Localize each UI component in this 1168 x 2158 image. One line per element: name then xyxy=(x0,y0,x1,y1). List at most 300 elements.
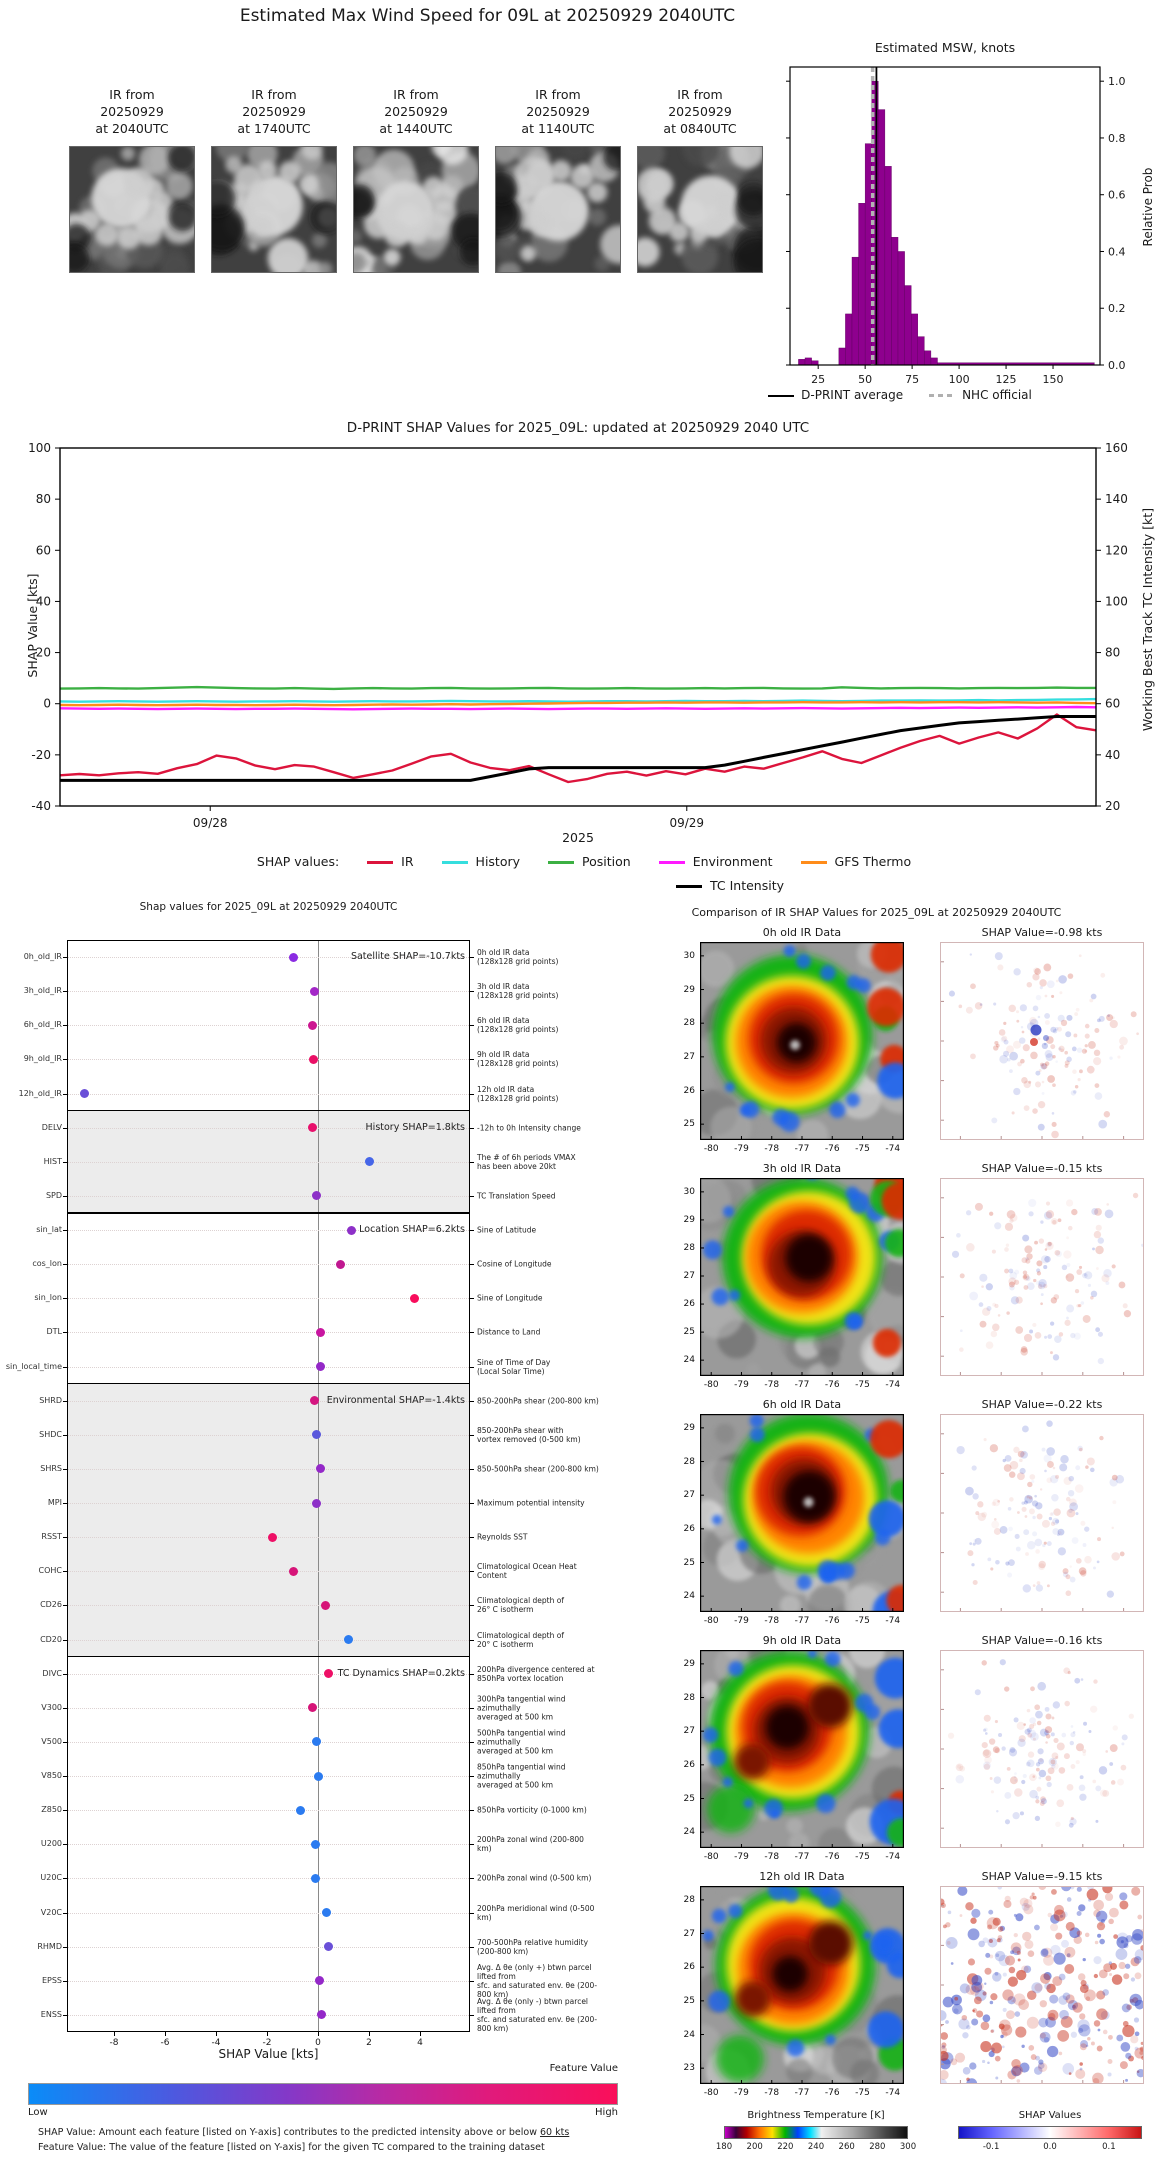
ir-map-title: 6h old IR Data xyxy=(762,1398,842,1411)
feature-description-line: The # of 6h periods VMAX xyxy=(477,1152,576,1162)
feature-label: SPD xyxy=(45,1190,62,1200)
left-row-tick xyxy=(63,957,67,958)
ir-data-map xyxy=(700,1178,904,1376)
histogram-bar xyxy=(931,358,938,365)
cold-edge-blob xyxy=(849,1315,863,1329)
shap-speckle xyxy=(995,1560,1000,1565)
shap-speckle xyxy=(1044,1013,1050,1019)
shap-strong-spot xyxy=(1043,1035,1049,1041)
histogram-bar xyxy=(885,166,892,365)
feature-description-line: Sine of Time of Day xyxy=(477,1357,551,1367)
lon-tick-label: -80 xyxy=(703,1380,719,1390)
feature-label: 9h_old_IR xyxy=(23,1054,62,1064)
feature-label: RSST xyxy=(41,1532,62,1542)
shap-speckle xyxy=(1092,2073,1104,2084)
shap-values-colorbar-title: SHAP Values xyxy=(1018,2110,1082,2121)
shap-speckle xyxy=(943,1924,947,1928)
xtick-label: -8 xyxy=(109,2038,119,2048)
shap-speckle xyxy=(1066,1497,1071,1502)
shap-speckle xyxy=(1107,2072,1111,2076)
shap-speckle xyxy=(1106,1203,1109,1206)
feature-description-line: Cosine of Longitude xyxy=(477,1259,552,1269)
shap-speckle xyxy=(1034,1704,1040,1710)
shap-speckle xyxy=(1049,1995,1058,2004)
shap-speckle xyxy=(1040,1220,1043,1223)
shap-strong-spot xyxy=(1030,1038,1038,1046)
shap-speckle xyxy=(1097,1934,1101,1938)
shap-speckle xyxy=(1038,1101,1045,1108)
shap-speckle xyxy=(1055,1475,1059,1479)
lat-tick-label: 24 xyxy=(683,1355,695,1366)
shap-speckle xyxy=(1061,1020,1067,1026)
shap-speckle xyxy=(1053,1701,1060,1708)
shap-speckle xyxy=(1080,2043,1087,2050)
shap-speckle xyxy=(1032,1323,1036,1327)
right-row-tick xyxy=(470,1196,474,1197)
shap-speckle xyxy=(1069,1565,1071,1567)
left-row-tick xyxy=(63,1776,67,1777)
shap-speckle xyxy=(989,1212,993,1216)
shap-speckle xyxy=(975,1689,981,1695)
shap-speckle xyxy=(995,2056,1001,2062)
row-gridline xyxy=(68,1094,469,1095)
shap-speckle xyxy=(1025,1552,1029,1556)
shap-speckle xyxy=(1096,2008,1108,2020)
shap-speckle xyxy=(989,1738,995,1744)
shap-speckle xyxy=(1021,1026,1023,1028)
shap-speckle xyxy=(1119,1045,1124,1050)
shap-speckle xyxy=(991,2043,1002,2054)
shap-speckle xyxy=(1053,1294,1059,1300)
shap-speckle xyxy=(1063,1667,1070,1674)
shap-speckle xyxy=(1030,1686,1035,1691)
cold-edge-blob xyxy=(736,1539,748,1551)
shap-speckle xyxy=(1051,995,1054,998)
shap-speckle xyxy=(997,964,1003,970)
shap-speckle xyxy=(1020,1811,1024,1815)
shap-speckle xyxy=(1134,2017,1139,2022)
right-row-tick xyxy=(470,1537,474,1538)
feature-description xyxy=(477,1191,599,1200)
cloud-texture-blob xyxy=(786,1818,802,1834)
shap-speckle xyxy=(970,1918,976,1924)
shap-speckle xyxy=(1071,1725,1074,1728)
shap-value-map xyxy=(940,1178,1144,1376)
row-gridline xyxy=(68,1981,469,1982)
shap-speckle xyxy=(1040,2000,1047,2007)
feature-description-line: (200-800 km) xyxy=(477,1946,529,1956)
shap-speckle xyxy=(995,1720,998,1723)
shap-speckle xyxy=(1070,1577,1076,1583)
shap-speckle xyxy=(1093,1679,1097,1683)
shap-speckle xyxy=(1029,1329,1033,1333)
shap-speckle xyxy=(987,1306,992,1311)
shap-speckle xyxy=(1079,2013,1085,2019)
feature-description-line: 850hPa vorticity (0-1000 km) xyxy=(477,1805,587,1815)
shap-speckle xyxy=(958,2018,969,2029)
shap-speckle xyxy=(1080,1775,1084,1779)
shap-speckle xyxy=(1091,1208,1098,1215)
shap-colorbar-tick-label: 0.0 xyxy=(1043,2142,1057,2152)
cold-edge-blob xyxy=(820,1887,841,1908)
shap-speckle xyxy=(1105,1750,1108,1753)
feature-description-line: Distance to Land xyxy=(477,1327,541,1337)
feature-description-line: 700-500hPa relative humidity xyxy=(477,1937,589,1947)
secondary-core xyxy=(808,1684,852,1728)
feature-description-line: 200hPa meridional wind (0-500 km) xyxy=(477,1903,595,1922)
shap-value-map xyxy=(940,1414,1144,1612)
feature-description-line: sfc. and saturated env. θe (200-800 km) xyxy=(477,1980,598,1999)
shap-speckle xyxy=(1109,1056,1112,1059)
shap-speckle xyxy=(1079,1266,1082,1269)
shap-dot-sin_lon xyxy=(410,1294,419,1303)
histogram-bar xyxy=(911,314,918,365)
shap-speckle xyxy=(979,1274,987,1282)
shap-speckle xyxy=(1065,1031,1071,1037)
shap-speckle xyxy=(955,2053,965,2063)
shap-speckle xyxy=(1006,2010,1015,2019)
shap-speckle xyxy=(1052,1518,1059,1525)
shap-speckle xyxy=(1047,1541,1052,1546)
cold-edge-blob xyxy=(796,954,811,969)
right-row-tick xyxy=(470,1913,474,1914)
ir-intensity-ring xyxy=(765,1705,809,1749)
right-ytick-label: 60 xyxy=(1105,696,1121,711)
shap-speckle xyxy=(960,1273,965,1278)
shap-speckle xyxy=(1002,1989,1013,2000)
row-gridline xyxy=(68,1947,469,1948)
feature-description xyxy=(477,1904,599,1922)
shap-speckle xyxy=(1066,1236,1069,1239)
row-gridline xyxy=(68,1913,469,1914)
shap-speckle xyxy=(1096,1267,1099,1270)
lon-tick-label: -77 xyxy=(794,1616,810,1626)
ir-map-title: 0h old IR Data xyxy=(762,926,842,939)
shap-speckle xyxy=(1021,2045,1024,2048)
shap-speckle xyxy=(1051,1717,1054,1720)
shap-speckle xyxy=(993,1499,1001,1507)
shap-speckle xyxy=(973,1580,978,1585)
ytick-label: 0.4 xyxy=(1108,245,1126,259)
cold-edge-blob xyxy=(723,1777,733,1787)
legend-item-gfs-thermo xyxy=(801,854,912,869)
lon-tick-label: -78 xyxy=(764,1616,780,1626)
shap-speckle xyxy=(995,1972,999,1976)
row-gridline xyxy=(68,991,469,992)
shap-speckle xyxy=(1133,1193,1138,1198)
shap-speckle xyxy=(1100,973,1105,978)
histogram-bar xyxy=(812,361,819,365)
shap-speckle xyxy=(1092,1780,1096,1784)
shap-speckle xyxy=(1050,1923,1058,1931)
ir-intensity-ring xyxy=(785,1234,833,1282)
legend-item-nhc-official xyxy=(929,388,1032,402)
shap-speckle xyxy=(1077,1911,1082,1916)
secondary-core xyxy=(734,1744,770,1780)
shap-speckle xyxy=(959,1005,963,1009)
histogram-title: Estimated MSW, knots xyxy=(874,40,1016,55)
cold-edge-blob xyxy=(728,1904,742,1918)
legend-label: D-PRINT average xyxy=(801,388,904,402)
feature-label: U20C xyxy=(40,1873,62,1883)
shap-speckle xyxy=(1042,1544,1045,1547)
legend-label: NHC official xyxy=(962,388,1032,402)
shap-speckle xyxy=(1097,1922,1105,1930)
row-gridline xyxy=(68,1878,469,1879)
shap-speckle xyxy=(954,1997,958,2001)
feature-description xyxy=(477,1533,599,1542)
shap-speckle xyxy=(1007,1767,1011,1771)
ir-thumbnail-image xyxy=(353,146,479,273)
row-gridline xyxy=(68,1844,469,1845)
shap-speckle xyxy=(1066,1317,1069,1320)
shap-speckle xyxy=(1109,1908,1119,1918)
feature-label: 0h_old_IR xyxy=(23,952,62,962)
right-row-tick xyxy=(470,2015,474,2016)
shap-speckle xyxy=(1051,1494,1058,1501)
shap-dot-V300 xyxy=(308,1703,317,1712)
cold-edge-blob xyxy=(846,1093,860,1107)
shap-speckle xyxy=(990,1567,993,1570)
shap-speckle xyxy=(1081,1678,1084,1681)
shap-speckle xyxy=(1003,1459,1006,1462)
shap-speckle xyxy=(1004,1247,1009,1252)
lat-tick-label: 27 xyxy=(683,1726,695,1737)
feature-label: EPSS xyxy=(41,1975,62,1985)
bt-colorbar-tick-label: 220 xyxy=(777,2142,794,2152)
shap-speckle xyxy=(1093,1057,1101,1065)
feature-description-line: averaged at 500 km xyxy=(477,1712,554,1722)
shap-speckle xyxy=(1056,1799,1064,1807)
shap-speckle xyxy=(1088,1730,1091,1733)
right-row-tick xyxy=(470,1776,474,1777)
shap-speckle xyxy=(1131,1011,1137,1017)
shap-speckle xyxy=(1059,2010,1069,2020)
cloud-texture-blob xyxy=(795,943,807,955)
shap-speckle xyxy=(1054,1335,1062,1343)
cold-edge-blob xyxy=(703,1240,722,1259)
shap-speckle xyxy=(1046,1477,1052,1483)
histogram-legend xyxy=(640,388,1160,402)
ir-thumb-label xyxy=(211,86,337,137)
feature-description-line: averaged at 500 km xyxy=(477,1746,554,1756)
shap-speckle xyxy=(1045,1020,1050,1025)
feature-value-colorbar xyxy=(28,2083,618,2105)
shap-speckle xyxy=(1051,1131,1059,1139)
shap-speckle xyxy=(1094,2020,1101,2027)
left-ytick-label: 100 xyxy=(28,441,51,455)
shap-speckle xyxy=(1032,1108,1038,1114)
legend-label: GFS Thermo xyxy=(834,854,912,869)
shap-speckle xyxy=(970,983,976,989)
shap-speckle xyxy=(951,1962,954,1965)
shap-speckle xyxy=(1013,1041,1021,1049)
right-ytick-label: 80 xyxy=(1105,645,1121,660)
shap-speckle xyxy=(1059,2052,1063,2056)
feature-description-line: (128x128 grid points) xyxy=(477,1025,559,1035)
left-row-tick xyxy=(63,991,67,992)
cold-edge-blob xyxy=(764,1799,783,1818)
shap-speckle xyxy=(1045,1714,1051,1720)
shap-speckle xyxy=(1098,1332,1103,1337)
feature-description-line: Maximum potential intensity xyxy=(477,1498,585,1508)
shap-speckle xyxy=(982,1660,987,1665)
lon-tick-label: -78 xyxy=(764,2088,780,2098)
shap-speckle xyxy=(1000,1526,1008,1534)
shap-speckle xyxy=(1035,1081,1041,1087)
left-row-tick xyxy=(63,1810,67,1811)
feature-description-line: Sine of Latitude xyxy=(477,1225,537,1235)
lat-tick-label: 28 xyxy=(683,1692,695,1703)
lon-tick-label: -78 xyxy=(764,1380,780,1390)
left-row-tick xyxy=(63,1025,67,1026)
cloud-texture-blob xyxy=(786,2058,812,2084)
shap-speckle xyxy=(1125,2053,1131,2059)
shap-speckle xyxy=(1084,1556,1092,1564)
shap-speckle xyxy=(1023,1275,1027,1279)
shap-speckle xyxy=(975,1002,983,1010)
feature-label: V20C xyxy=(40,1907,62,1917)
lon-tick-label: -75 xyxy=(855,1852,870,1862)
shap-speckle xyxy=(1070,1732,1075,1737)
shap-speckle xyxy=(1044,1256,1050,1262)
shap-speckle xyxy=(1110,1020,1118,1028)
shap-speckle xyxy=(983,1750,989,1756)
legend-label: Position xyxy=(582,854,631,869)
shap-speckle xyxy=(1021,1965,1028,1972)
shap-speckle xyxy=(1003,1973,1007,1977)
lat-tick-label: 30 xyxy=(683,1186,695,1197)
shap-speckle xyxy=(981,1285,984,1288)
shap-speckle xyxy=(1029,1774,1037,1782)
lat-tick-label: 24 xyxy=(683,2029,695,2040)
shap-speckle xyxy=(1072,2002,1082,2012)
shap-speckle xyxy=(970,953,972,955)
shap-speckle xyxy=(1078,1078,1081,1081)
cold-edge-blob xyxy=(703,1727,718,1742)
shap-speckle xyxy=(1094,1050,1100,1056)
shap-speckle xyxy=(982,1742,988,1748)
shap-speckle xyxy=(1046,1420,1052,1426)
shap-speckle xyxy=(1052,1083,1056,1087)
ir-data-map xyxy=(700,1886,904,2084)
shap-speckle xyxy=(1002,2045,1005,2048)
shap-dot-RHMD xyxy=(324,1942,333,1951)
shap-speckle xyxy=(1023,1774,1027,1778)
shap-speckle xyxy=(1130,1994,1142,2006)
shap-speckle xyxy=(1079,1069,1083,1073)
shap-dot-V850 xyxy=(314,1772,323,1781)
cold-edge-blob xyxy=(708,1990,730,2012)
cold-edge-blob xyxy=(712,1515,722,1525)
shap-speckle xyxy=(1003,1900,1011,1908)
lon-tick-label: -74 xyxy=(885,1144,901,1154)
shap-speckle xyxy=(1095,1083,1100,1088)
timeseries-xlabel: 2025 xyxy=(562,830,594,845)
feature-description xyxy=(477,982,599,1000)
shap-speckle xyxy=(1014,1717,1019,1722)
shap-speckle xyxy=(1076,1558,1082,1564)
shap-speckle xyxy=(1097,1537,1101,1541)
right-row-tick xyxy=(470,1571,474,1572)
shap-speckle xyxy=(991,1790,994,1793)
shap-speckle xyxy=(1059,1974,1066,1981)
shap-speckle xyxy=(969,1542,972,1545)
timeseries-left-ylabel: SHAP Value [kts] xyxy=(25,573,40,678)
cold-edge-blob xyxy=(725,1082,735,1092)
spiral-band-blob xyxy=(279,161,301,183)
lon-tick-label: -74 xyxy=(885,1616,901,1626)
shap-value-map xyxy=(940,942,1144,1140)
shap-speckle xyxy=(1093,1956,1101,1964)
shap-speckle xyxy=(1017,2079,1021,2083)
ir-thumb-label-line: IR from xyxy=(251,87,297,102)
line-swatch-icon xyxy=(367,861,393,864)
shap-map-title: SHAP Value=-0.22 kts xyxy=(981,1398,1103,1411)
legend-item-environment xyxy=(659,854,773,869)
shap-speckle xyxy=(1024,1245,1032,1253)
shap-speckle xyxy=(994,1776,1001,1783)
shap-speckle xyxy=(1079,1784,1086,1791)
shap-speckle xyxy=(1036,1584,1043,1591)
feature-description-line: (128x128 grid points) xyxy=(477,957,559,967)
timeseries-frame xyxy=(60,448,1096,806)
shap-speckle xyxy=(1064,1964,1074,1974)
shap-speckle xyxy=(1033,1279,1036,1282)
shap-speckle xyxy=(1093,1567,1096,1570)
shap-speckle xyxy=(999,1029,1006,1036)
shap-speckle xyxy=(1040,1949,1048,1957)
lon-tick-label: -74 xyxy=(885,2088,901,2098)
left-row-tick xyxy=(63,1947,67,1948)
row-gridline xyxy=(68,1640,469,1641)
shap-speckle xyxy=(1009,1052,1018,1061)
right-row-tick xyxy=(470,1981,474,1982)
shap-speckle xyxy=(1120,2061,1128,2069)
shap-dot-cos_lon xyxy=(336,1260,345,1269)
feature-description-line: Sine of Longitude xyxy=(477,1293,543,1303)
right-row-tick xyxy=(470,991,474,992)
shap-speckle xyxy=(1046,1447,1055,1456)
shap-speckle xyxy=(1008,1527,1013,1532)
shap-speckle xyxy=(1037,1581,1041,1585)
left-row-tick xyxy=(63,1844,67,1845)
shap-speckle xyxy=(966,1210,971,1215)
shap-speckle xyxy=(1058,975,1067,984)
shap-speckle xyxy=(984,1715,991,1722)
shap-speckle xyxy=(1108,2035,1113,2040)
ir-thumb-label-line: IR from xyxy=(677,87,723,102)
shap-speckle xyxy=(1104,1111,1110,1117)
histogram-bar xyxy=(852,257,859,365)
shap-speckle xyxy=(1098,2029,1101,2032)
left-row-tick xyxy=(63,1094,67,1095)
shap-speckle xyxy=(1038,1563,1045,1570)
shap-dot-sin_local_time xyxy=(316,1362,325,1371)
shap-speckle xyxy=(1052,1752,1059,1759)
lon-tick-label: -80 xyxy=(703,2088,719,2098)
shap-speckle xyxy=(962,2032,968,2038)
feature-description xyxy=(477,1328,599,1337)
series-position xyxy=(60,687,1096,689)
lon-tick-label: -79 xyxy=(734,1144,749,1154)
shap-speckle xyxy=(1006,1244,1009,1247)
ir-map-title: 12h old IR Data xyxy=(759,1870,845,1883)
shap-speckle xyxy=(1079,1448,1083,1452)
xtick-label: -4 xyxy=(211,2038,221,2048)
feature-description xyxy=(477,1464,599,1473)
shap-speckle xyxy=(1056,1251,1062,1257)
